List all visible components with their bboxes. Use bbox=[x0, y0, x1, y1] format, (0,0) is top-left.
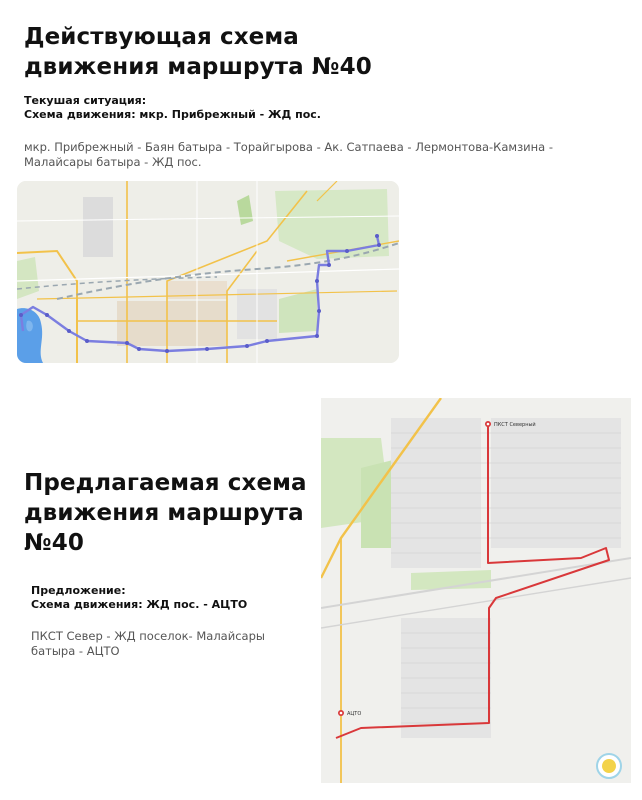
proposed-scheme-title bbox=[24, 468, 307, 558]
proposed-route-description bbox=[31, 629, 321, 659]
current-title-line-2: движения маршрута №40 bbox=[24, 54, 372, 80]
current-map-graphic bbox=[17, 181, 399, 363]
current-scheme-label: Схема движения: мкр. Прибрежный - ЖД пос. bbox=[24, 108, 321, 121]
proposed-route-line-2: батыра - АЦТО bbox=[31, 644, 120, 658]
end-stop-label: АЦТО bbox=[347, 711, 362, 717]
current-route-line-1: мкр. Прибрежный - Баян батыра - Торайгырова - Ак. Сатпаева - Лермонтова-Камзина - bbox=[24, 140, 554, 154]
proposed-scheme-label: Схема движения: ЖД пос. - АЦТО bbox=[31, 598, 248, 611]
proposed-map-graphic bbox=[321, 398, 631, 783]
proposed-route-line-1: ПКСТ Север - ЖД поселок- Малайсары bbox=[31, 629, 265, 643]
current-situation-block bbox=[24, 94, 321, 122]
current-route-description bbox=[24, 140, 624, 170]
proposal-block bbox=[31, 584, 247, 612]
start-stop-label: ПКСТ Северный bbox=[494, 422, 536, 428]
current-title-line-1: Действующая схема bbox=[24, 24, 299, 50]
proposal-label: Предложение: bbox=[31, 584, 126, 597]
proposed-route-map bbox=[321, 398, 631, 783]
current-route-map bbox=[17, 181, 399, 363]
current-route-line-2: Малайсары батыра - ЖД пос. bbox=[24, 155, 202, 169]
proposed-title-line-2: движения маршрута bbox=[24, 500, 304, 526]
situation-label: Текушая ситуация: bbox=[24, 94, 147, 107]
proposed-title-line-1: Предлагаемая схема bbox=[24, 470, 307, 496]
proposed-title-line-3: №40 bbox=[24, 530, 84, 556]
current-scheme-title bbox=[24, 22, 372, 82]
